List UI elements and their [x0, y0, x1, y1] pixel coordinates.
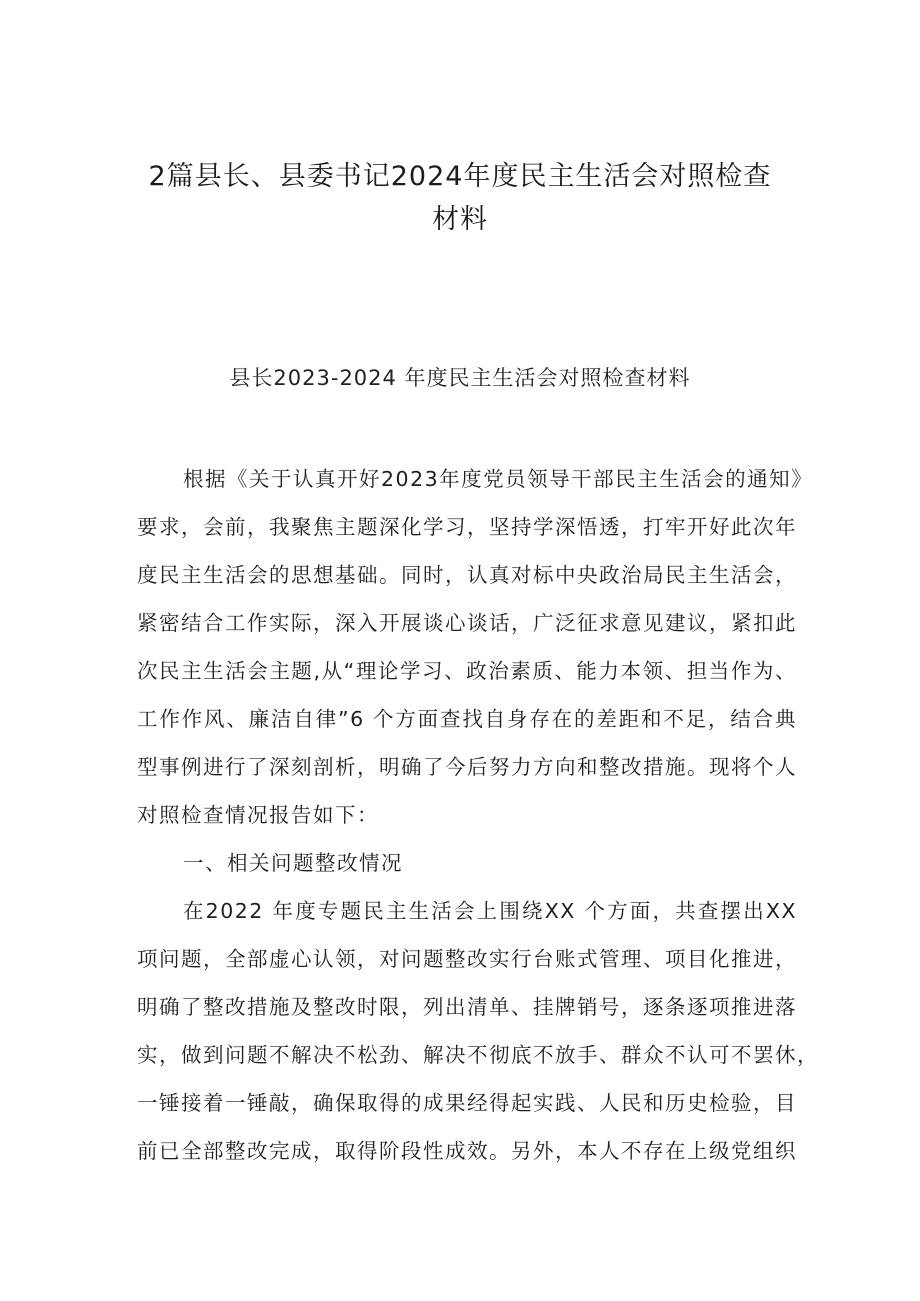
- paragraph-line: 一锤接着一锤敲，确保取得的成果经得起实践、人民和历史检验，目: [137, 1091, 797, 1115]
- title-line-2: 材料: [432, 204, 488, 235]
- paragraph-line: 紧密结合工作实际，深入开展谈心谈话，广泛征求意见建议，紧扣此: [137, 611, 797, 635]
- paragraph-line: 项问题，全部虚心认领，对问题整改实行台账式管理、项目化推进，: [137, 947, 797, 971]
- paragraph-line: 度民主生活会的思想基础。同时，认真对标中央政治局民主生活会，: [137, 563, 797, 587]
- title-line-1: 2篇县长、县委书记2024年度民主生活会对照检查: [148, 161, 772, 192]
- paragraph-line: 对照检查情况报告如下：: [137, 803, 379, 827]
- paragraph-line: 实，做到问题不解决不松劲、解决不彻底不放手、群众不认可不罢休，: [137, 1043, 819, 1067]
- paragraph-line: 工作作风、廉洁自律”6 个方面查找自身存在的差距和不足，结合典: [137, 707, 797, 731]
- paragraph-intro: [137, 455, 814, 839]
- body-text: [137, 455, 819, 1175]
- paragraph-line: 前已全部整改完成，取得阶段性成效。另外，本人不存在上级党组织: [137, 1139, 797, 1163]
- section-heading: 一、相关问题整改情况: [183, 851, 403, 875]
- paragraph-rectification: [137, 887, 819, 1175]
- document-title: [100, 155, 820, 241]
- paragraph-line: 次民主生活会主题,从“理论学习、政治素质、能力本领、担当作为、: [137, 659, 797, 683]
- heading-section-one: [137, 839, 797, 887]
- section-title: 县长2023-2024 年度民主生活会对照检查材料: [229, 366, 691, 390]
- paragraph-line: 明确了整改措施及整改时限，列出清单、挂牌销号，逐条逐项推进落: [137, 995, 797, 1019]
- paragraph-line: 根据《关于认真开好2023年度党员领导干部民主生活会的通知》: [183, 467, 814, 491]
- paragraph-line: 在2022 年度专题民主生活会上围绕XX 个方面，共查摆出XX: [183, 899, 797, 923]
- paragraph-line: 型事例进行了深刻剖析，明确了今后努力方向和整改措施。现将个人: [137, 755, 797, 779]
- paragraph-line: 要求，会前，我聚焦主题深化学习，坚持学深悟透，打牢开好此次年: [137, 515, 797, 539]
